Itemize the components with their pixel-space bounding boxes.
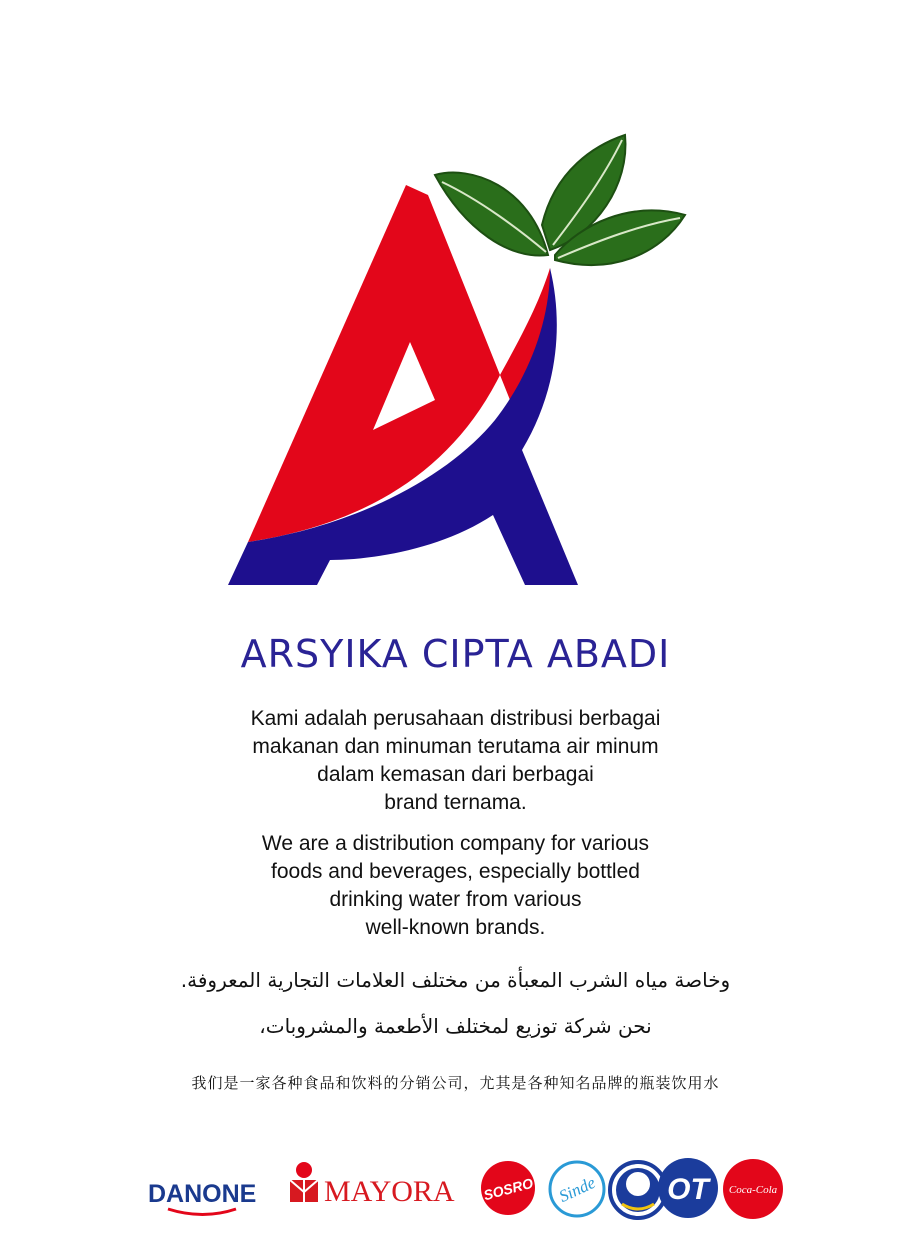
- cocacola-logo: [722, 1158, 784, 1220]
- sosro-logo: [480, 1160, 536, 1216]
- ot-logo: [608, 1156, 726, 1220]
- sinde-logo: [548, 1160, 606, 1218]
- description-indonesian: [0, 705, 911, 817]
- description-line: Kami adalah perusahaan distribusi berbagai: [250, 707, 661, 730]
- description-line: We are a distribution company for various: [261, 832, 650, 855]
- cocacola-text: Coca-Cola: [728, 1184, 778, 1196]
- description-line: drinking water from various: [329, 888, 582, 911]
- danone-logo: [148, 1172, 268, 1220]
- ot-text: OT: [667, 1173, 709, 1206]
- description-line: well-known brands.: [365, 916, 546, 939]
- mayora-logo: [288, 1158, 468, 1208]
- description-line: dalam kemasan dari berbagai: [317, 763, 594, 786]
- sosro-text: SOSRO: [481, 1174, 535, 1204]
- danone-text: DANONE: [148, 1180, 257, 1208]
- company-logo: [210, 130, 700, 600]
- leaf-icon: [435, 135, 685, 265]
- description-line: foods and beverages, especially bottled: [271, 860, 640, 883]
- mayora-text: MAYORA: [324, 1175, 455, 1208]
- company-name: ARSYIKA CIPTA ABADI: [240, 632, 671, 676]
- description-arabic-line-1: وخاصة مياه الشرب المعبأة من مختلف العلامات التجارية المعروفة.: [180, 968, 731, 992]
- description-arabic-line-2: نحن شركة توزيع لمختلف الأطعمة والمشروبات،: [259, 1014, 652, 1038]
- description-line: makanan dan minuman terutama air minum: [252, 735, 659, 758]
- description-english: [0, 830, 911, 942]
- description-line: brand ternama.: [384, 791, 527, 814]
- sinde-text: Sinde: [556, 1172, 599, 1207]
- description-chinese: 我们是一家各种食品和饮料的分销公司，尤其是各种知名品牌的瓶装饮用水: [191, 1074, 720, 1092]
